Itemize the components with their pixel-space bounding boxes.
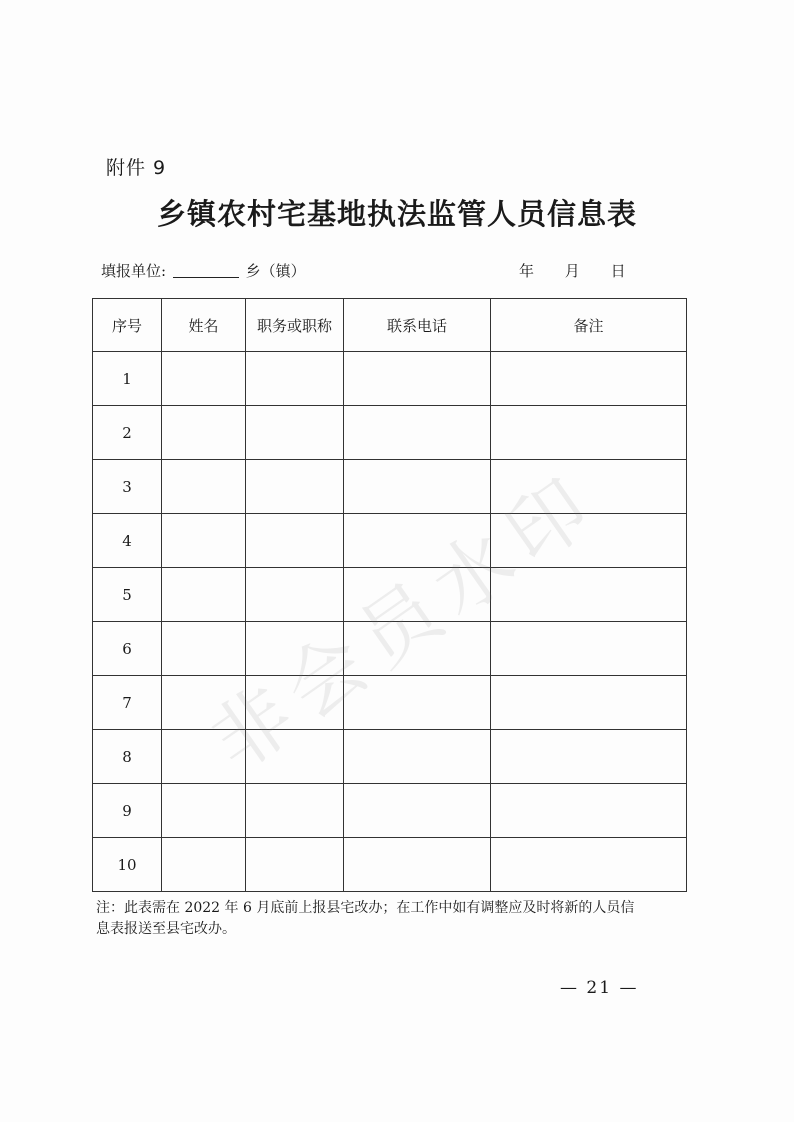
cell-index: 6 — [93, 622, 162, 676]
cell-position — [246, 406, 344, 460]
table-row — [93, 784, 687, 838]
cell-phone — [344, 352, 491, 406]
cell-position — [246, 784, 344, 838]
cell-remarks — [491, 838, 687, 892]
date-year: 年 — [519, 262, 535, 280]
cell-phone — [344, 622, 491, 676]
table-row — [93, 838, 687, 892]
cell-name — [162, 676, 246, 730]
cell-position — [246, 352, 344, 406]
watermark: 非会员水印 — [195, 456, 616, 789]
cell-index: 9 — [93, 784, 162, 838]
cell-phone — [344, 676, 491, 730]
fill-unit-label: 填报单位: — [101, 262, 167, 280]
table-row — [93, 730, 687, 784]
fill-unit-blank — [173, 263, 239, 278]
fill-unit-suffix: 乡（镇） — [245, 262, 306, 280]
cell-remarks — [491, 352, 687, 406]
cell-index: 1 — [93, 352, 162, 406]
cell-position — [246, 622, 344, 676]
attachment-label: 附件 9 — [106, 157, 167, 179]
table-header-row — [93, 299, 687, 352]
cell-position — [246, 514, 344, 568]
cell-name — [162, 406, 246, 460]
cell-remarks — [491, 568, 687, 622]
cell-phone — [344, 838, 491, 892]
footnote-line-2: 息表报送至县宅改办。 — [96, 921, 236, 937]
cell-name — [162, 838, 246, 892]
cell-index: 7 — [93, 676, 162, 730]
document-title: 乡镇农村宅基地执法监管人员信息表 — [156, 197, 637, 231]
cell-remarks — [491, 622, 687, 676]
cell-remarks — [491, 514, 687, 568]
cell-index: 4 — [93, 514, 162, 568]
cell-position — [246, 568, 344, 622]
cell-position — [246, 730, 344, 784]
cell-position — [246, 460, 344, 514]
fill-unit — [101, 260, 306, 281]
cell-name — [162, 460, 246, 514]
header-position: 职务或职称 — [246, 299, 344, 352]
cell-phone — [344, 784, 491, 838]
table-row — [93, 568, 687, 622]
personnel-table — [92, 298, 687, 892]
cell-phone — [344, 514, 491, 568]
cell-name — [162, 568, 246, 622]
cell-phone — [344, 568, 491, 622]
cell-name — [162, 622, 246, 676]
cell-remarks — [491, 460, 687, 514]
cell-name — [162, 352, 246, 406]
cell-index: 10 — [93, 838, 162, 892]
header-phone: 联系电话 — [344, 299, 491, 352]
cell-index: 3 — [93, 460, 162, 514]
table-row — [93, 622, 687, 676]
table-row — [93, 514, 687, 568]
cell-phone — [344, 730, 491, 784]
table-row — [93, 460, 687, 514]
cell-remarks — [491, 730, 687, 784]
footnote-line-1: 注：此表需在 2022 年 6 月底前上报县宅改办；在工作中如有调整应及时将新的人员信 — [96, 900, 635, 916]
cell-index: 2 — [93, 406, 162, 460]
cell-name — [162, 784, 246, 838]
page-number: — 21 — — [560, 978, 639, 998]
table-row — [93, 406, 687, 460]
cell-name — [162, 514, 246, 568]
date-fields — [519, 260, 652, 281]
cell-index: 8 — [93, 730, 162, 784]
cell-remarks — [491, 406, 687, 460]
header-name: 姓名 — [162, 299, 246, 352]
header-index: 序号 — [93, 299, 162, 352]
table-row — [93, 352, 687, 406]
cell-position — [246, 838, 344, 892]
cell-phone — [344, 460, 491, 514]
cell-remarks — [491, 784, 687, 838]
cell-index: 5 — [93, 568, 162, 622]
cell-remarks — [491, 676, 687, 730]
table-row — [93, 676, 687, 730]
header-remarks: 备注 — [491, 299, 687, 352]
cell-phone — [344, 406, 491, 460]
footnote — [96, 898, 696, 940]
cell-position — [246, 676, 344, 730]
cell-name — [162, 730, 246, 784]
date-month: 月 — [564, 262, 580, 280]
date-day: 日 — [610, 262, 626, 280]
